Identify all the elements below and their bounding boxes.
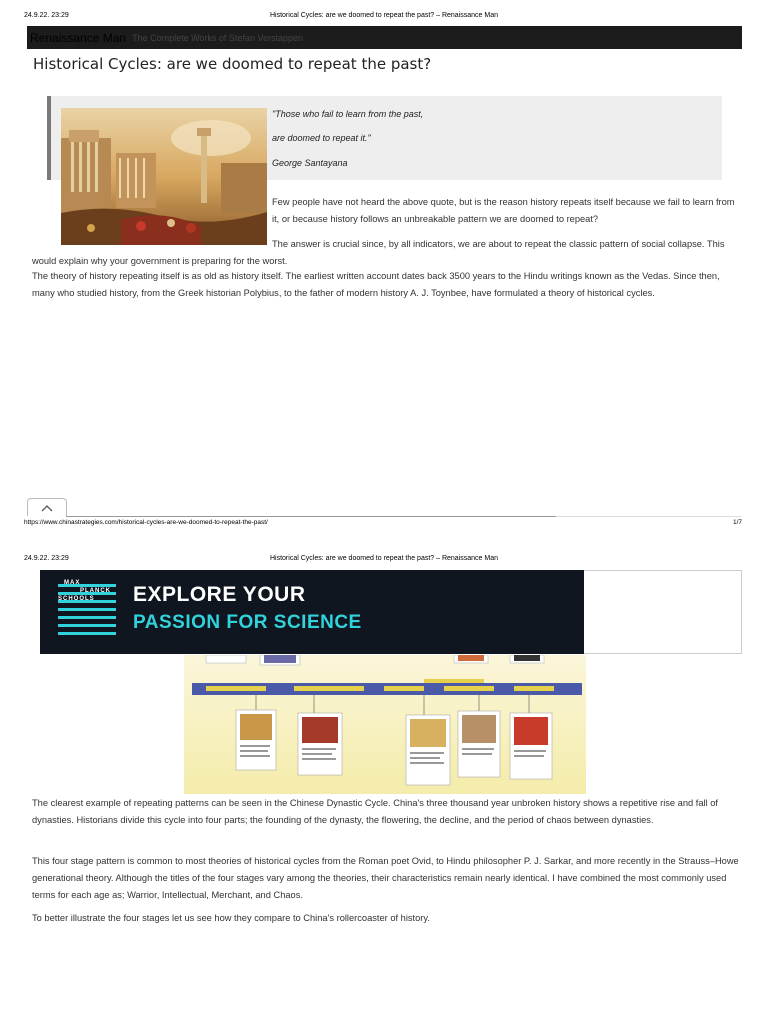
ad-headline: EXPLORE YOUR [133, 583, 306, 606]
ad-subheadline: PASSION FOR SCIENCE [133, 612, 362, 633]
divider [556, 516, 742, 517]
chevron-up-icon [41, 504, 53, 512]
site-header-bar [27, 26, 742, 49]
paragraph: The theory of history repeating itself is as old as history itself. The earliest written account dates back 3500 years to the Hindu writings known as the Vedas. Since then, many who studied history, from the Greek historian Polybius, to the father of modern history A. J. Toynbee, have formulated a theory of historical cycles. [32, 271, 720, 298]
print-datetime: 24.9.22. 23:29 [24, 12, 69, 19]
site-tagline: The Complete Works of Stefan Verstappen [132, 32, 303, 43]
quote-line-2: are doomed to repeat it." [272, 133, 371, 143]
paragraph: To better illustrate the four stages let us see how they compare to China's rollercoaster of history. [32, 913, 430, 923]
quote-line-1: "Those who fail to learn from the past, [272, 109, 424, 119]
print-datetime: 24.9.22. 23:29 [24, 555, 69, 562]
ad-logo-text: SCHOOLS [58, 596, 95, 602]
print-page-title: Historical Cycles: are we doomed to repeat the past? – Renaissance Man [269, 555, 498, 562]
print-page-title: Historical Cycles: are we doomed to repeat the past? – Renaissance Man [269, 12, 498, 19]
print-page-count: 1/7 [733, 519, 743, 526]
print-header [0, 555, 768, 565]
paragraph: The answer is crucial since, by all indicators, we are about to repeat the classic pattern of social collapse. This would explain why your government is preparing for the worst. [32, 239, 725, 266]
scroll-to-top-button[interactable] [27, 498, 67, 516]
article-title: Historical Cycles: are we doomed to repeat the past? [33, 55, 432, 73]
ad-logo-text: MAX [64, 580, 81, 586]
chinese-dynasty-timeline-image [184, 655, 586, 794]
ad-logo-text: PLANCK [80, 588, 111, 594]
quote-author: George Santayana [272, 158, 348, 168]
max-planck-logo-icon [40, 570, 130, 654]
site-name-link[interactable]: Renaissance Man [30, 30, 127, 45]
hero-painting-image [61, 108, 267, 245]
paragraph: Few people have not heard the above quote, but is the reason history repeats itself because we fail to learn from it, or because history follows an unbreakable pattern we are doomed to repeat? [272, 197, 735, 224]
divider [66, 516, 556, 517]
paragraph: The clearest example of repeating patterns can be seen in the Chinese Dynastic Cycle. China's three thousand year unbroken history shows a repetitive rise and fall of dynasties. Historians divide this cycle into four parts; the founding of the dynasty, the flowering, the decline, and the period of chaos between dynasties. [32, 798, 718, 825]
print-header [0, 12, 768, 22]
paragraph: This four stage pattern is common to most theories of historical cycles from the Roman poet Ovid, to Hindu philosopher P. J. Sarkar, and more recently in the Strauss–Howe generational theory. Although the titles of the four stages vary among the theories, their characteristics remain nearly identical. I have combined the most commonly used terms for each age as; Warrior, Intellectual, Merchant, and Chaos. [32, 856, 739, 900]
print-url: https://www.chinastrategies.com/historical-cycles-are-we-doomed-to-repeat-the-past/ [24, 519, 268, 526]
